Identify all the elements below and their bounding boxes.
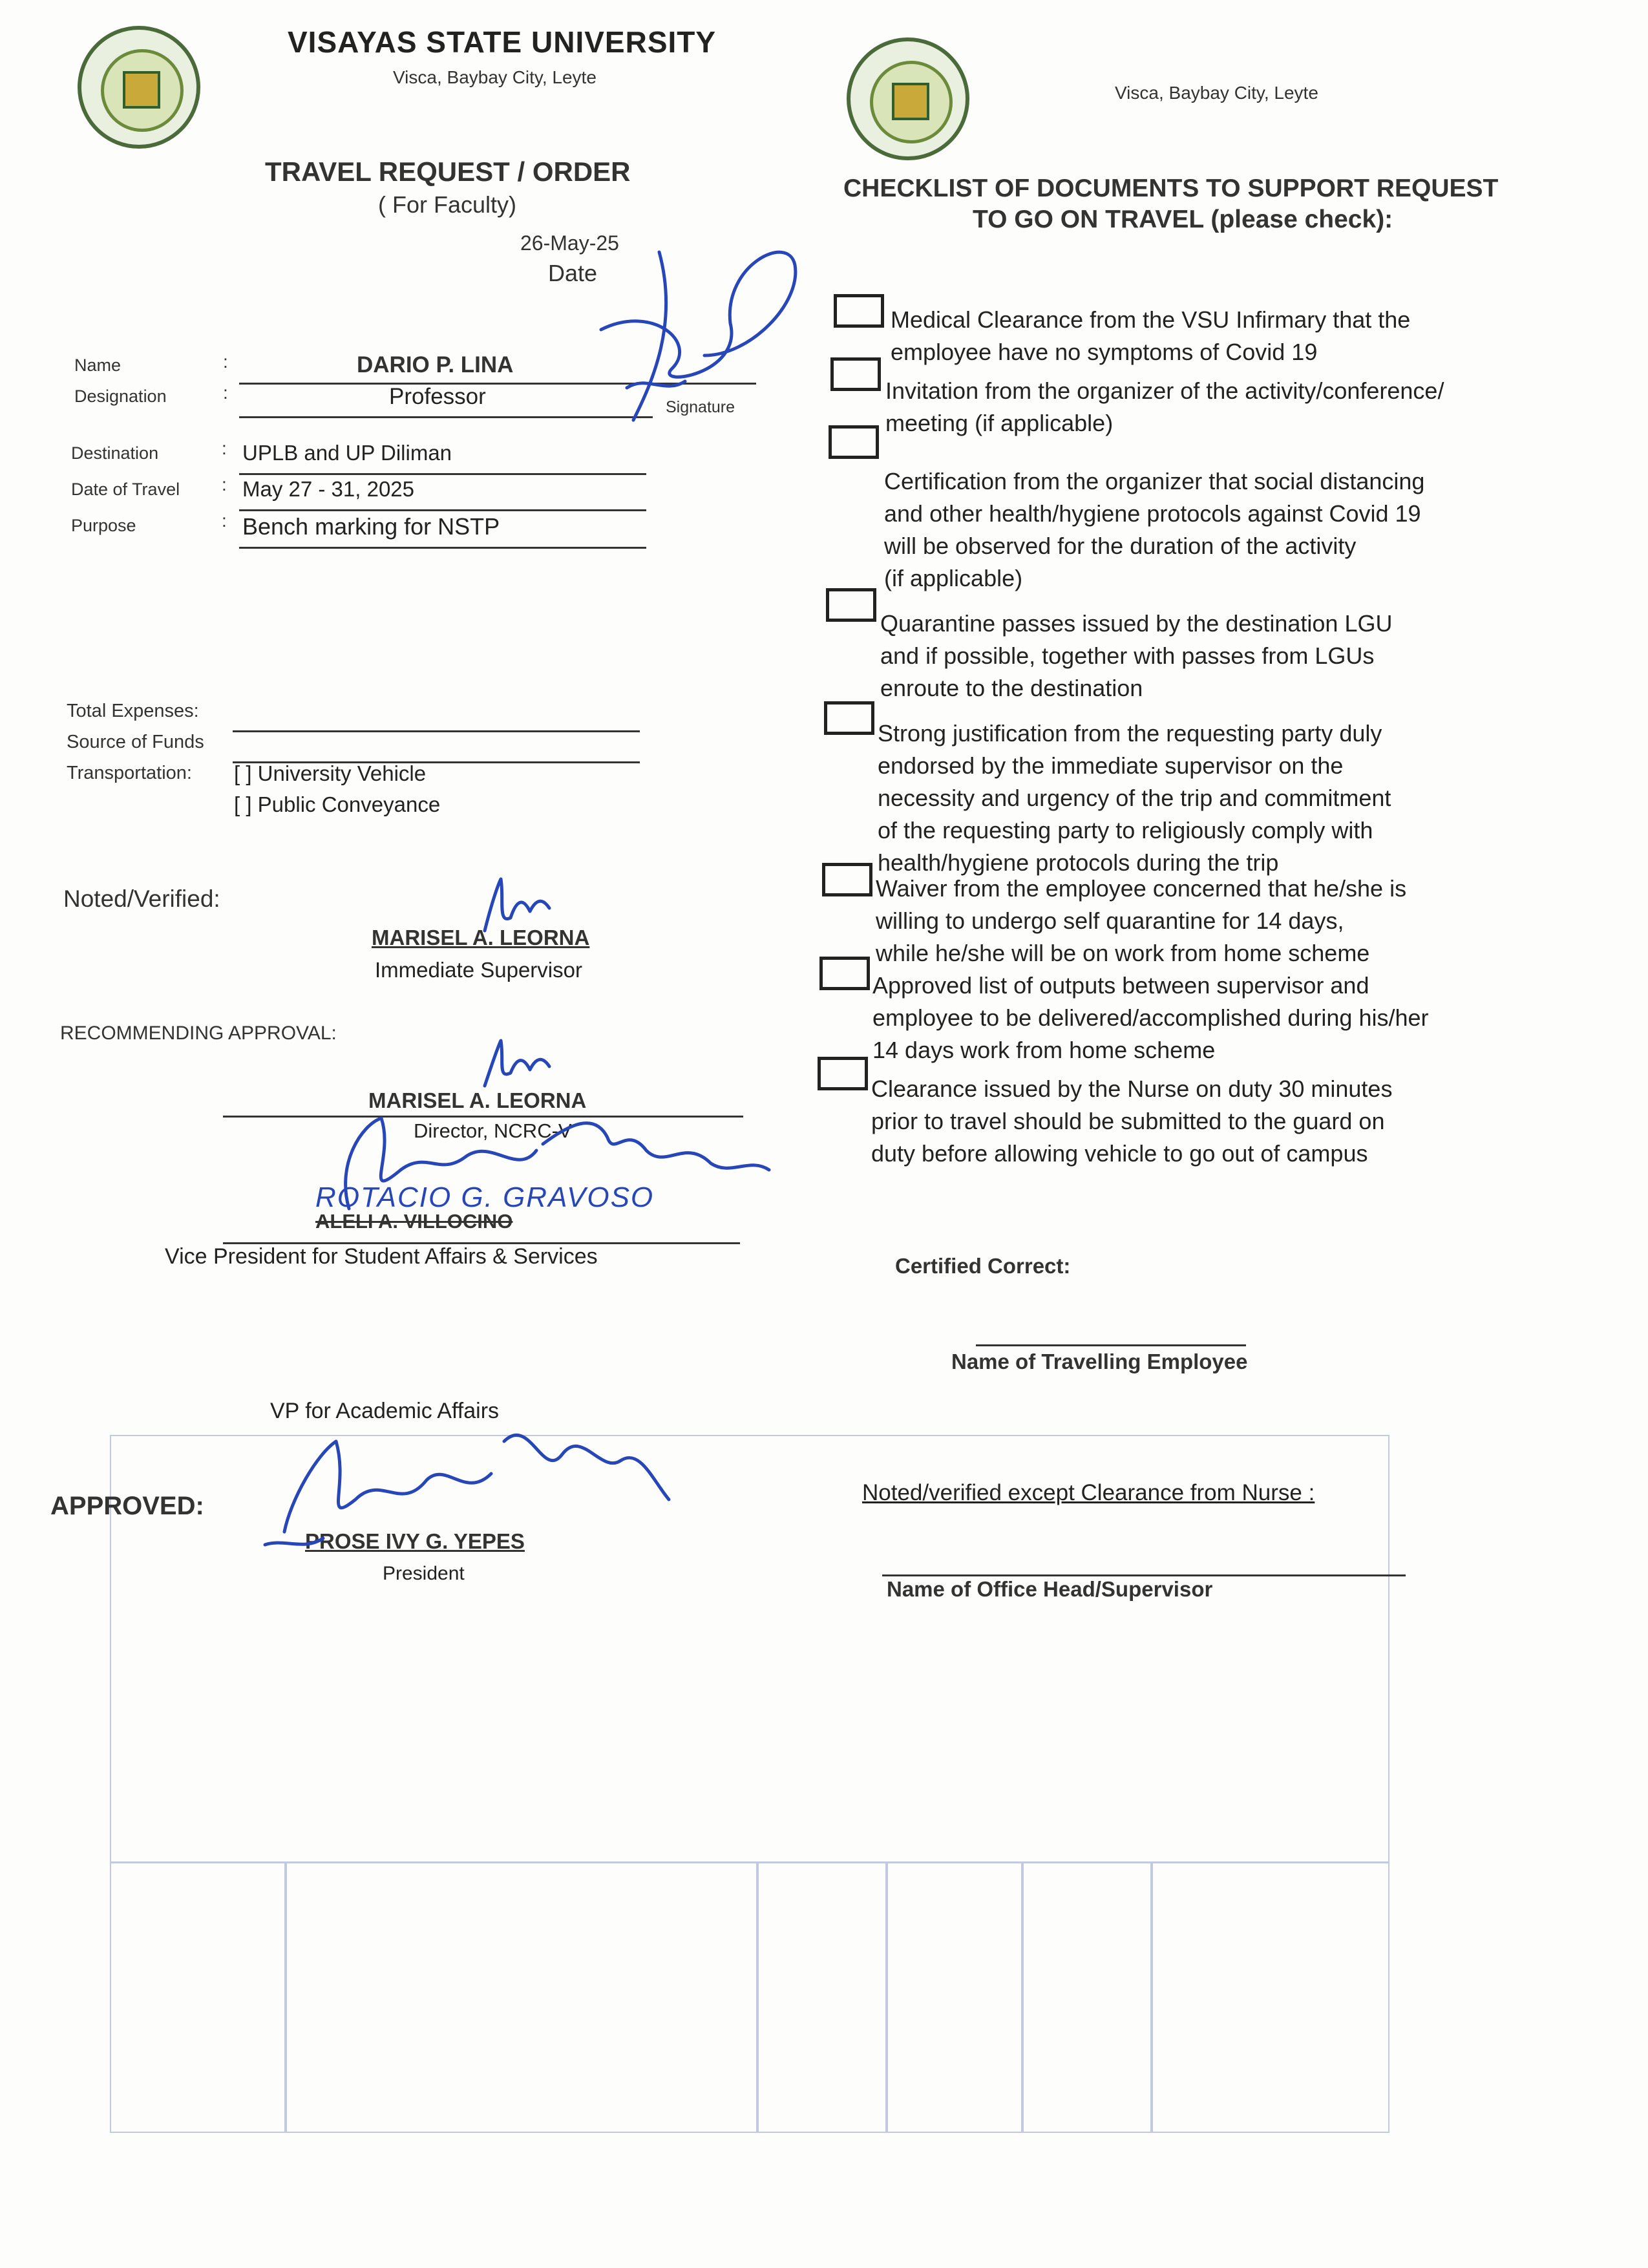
checklist-item — [878, 717, 1498, 879]
purpose-underline — [239, 547, 646, 549]
signature-label: Signature — [666, 398, 735, 416]
date-of-travel-underline — [239, 509, 646, 511]
checklist-checkbox[interactable] — [834, 294, 884, 328]
checklist-checkbox[interactable] — [822, 863, 872, 896]
university-vehicle-option: [ ] University Vehicle — [234, 761, 427, 785]
checklist-item-line: duty before allowing vehicle to go out of campus — [871, 1140, 1368, 1167]
office-head-line — [882, 1574, 1406, 1576]
traveler-signature — [575, 226, 821, 440]
checklist-item-line: Invitation from the organizer of the activity/conference/ — [885, 377, 1444, 404]
checklist-item-line: prior to travel should be submitted to the guard on — [871, 1108, 1385, 1134]
bleed-through-divider — [1021, 1861, 1024, 2133]
destination-value: UPLB and UP Diliman — [242, 441, 452, 465]
checklist-item-line: endorsed by the immediate supervisor on the — [878, 752, 1344, 779]
recommending-name-2: ALELI A. VILLOCINO — [315, 1210, 513, 1233]
total-expenses-label: Total Expenses: — [67, 701, 199, 721]
checklist-item-line: necessity and urgency of the trip and commitment — [878, 785, 1391, 811]
designation-value: Professor — [389, 384, 486, 409]
checklist-checkbox[interactable] — [829, 425, 879, 459]
checklist-item — [891, 304, 1511, 368]
checklist-item-line: will be observed for the duration of the activity — [884, 533, 1357, 559]
university-address-right: Visca, Baybay City, Leyte — [1115, 83, 1318, 103]
checklist-item-line: Certification from the organizer that social distancing — [884, 468, 1425, 494]
name-colon: : — [223, 352, 228, 372]
date-of-travel-colon: : — [222, 474, 227, 494]
destination-underline — [239, 473, 646, 475]
approved-label: APPROVED: — [50, 1492, 204, 1520]
vp-student-affairs-signature — [323, 1099, 776, 1228]
checklist-title-line-2: TO GO ON TRAVEL (please check): — [973, 206, 1393, 233]
recommending-initials — [472, 1034, 562, 1099]
checklist-item-line: employee have no symptoms of Covid 19 — [891, 339, 1318, 365]
bleed-through-table-rows — [110, 1861, 1389, 2133]
bleed-through-divider — [885, 1861, 888, 2133]
vp-academic-affairs-label: VP for Academic Affairs — [270, 1399, 500, 1423]
travelling-employee-label: Name of Travelling Employee — [951, 1350, 1248, 1373]
checklist-checkbox[interactable] — [819, 957, 870, 990]
travelling-employee-line — [976, 1344, 1246, 1346]
checklist-checkbox[interactable] — [830, 357, 881, 391]
bleed-through-divider — [1150, 1861, 1153, 2133]
noted-supervisor-initials — [472, 873, 562, 944]
recommending-role-2: Vice President for Student Affairs & Services — [165, 1244, 598, 1269]
checklist-item-line: Quarantine passes issued by the destination LGU — [880, 610, 1393, 637]
destination-colon: : — [222, 438, 227, 458]
president-signature — [259, 1403, 672, 1571]
university-seal-left — [78, 26, 200, 149]
checklist-item — [880, 608, 1501, 705]
date-of-travel-label: Date of Travel — [71, 480, 180, 499]
checklist-item-line: Clearance issued by the Nurse on duty 30 minutes — [871, 1076, 1393, 1102]
destination-label: Destination — [71, 443, 159, 463]
purpose-value: Bench marking for NSTP — [242, 513, 500, 540]
checklist-item — [871, 1073, 1492, 1170]
noted-supervisor-name: MARISEL A. LEORNA — [372, 926, 590, 949]
president-role: President — [383, 1563, 465, 1584]
designation-label: Designation — [74, 387, 167, 406]
public-conveyance-option: [ ] Public Conveyance — [234, 792, 441, 816]
checklist-item — [884, 465, 1505, 595]
total-expenses-line — [233, 730, 640, 732]
checklist-item-line: and other health/hygiene protocols against Covid 19 — [884, 500, 1421, 527]
purpose-label: Purpose — [71, 516, 136, 535]
recommending-approval-label: RECOMMENDING APPROVAL: — [60, 1023, 337, 1044]
checklist-item — [872, 970, 1493, 1066]
transportation-label: Transportation: — [67, 763, 192, 783]
source-of-funds-label: Source of Funds — [67, 732, 204, 752]
university-address-left: Visca, Baybay City, Leyte — [393, 67, 597, 87]
noted-except-label: Noted/verified except Clearance from Nurse : — [862, 1480, 1315, 1505]
name-value: DARIO P. LINA — [357, 352, 514, 377]
recommending-name-1: MARISEL A. LEORNA — [368, 1088, 587, 1112]
checklist-item-line: (if applicable) — [884, 565, 1023, 591]
office-head-label: Name of Office Head/Supervisor — [887, 1577, 1213, 1601]
checklist-item-line: meeting (if applicable) — [885, 410, 1114, 436]
request-date: 26-May-25 — [520, 231, 619, 255]
university-name: VISAYAS STATE UNIVERSITY — [288, 25, 717, 59]
purpose-colon: : — [222, 511, 227, 531]
checklist-item-line: enroute to the destination — [880, 675, 1143, 701]
checklist-item-line: of the requesting party to religiously comply with — [878, 817, 1373, 843]
bleed-through-divider — [284, 1861, 287, 2133]
checklist-checkbox[interactable] — [824, 701, 874, 735]
checklist-item-line: health/hygiene protocols during the trip — [878, 849, 1279, 876]
checklist-item-line: willing to undergo self quarantine for 14 days, — [876, 907, 1344, 934]
handwritten-name: ROTACIO G. GRAVOSO — [315, 1182, 655, 1213]
checklist-item — [885, 375, 1506, 440]
form-title: TRAVEL REQUEST / ORDER — [265, 156, 631, 187]
name-label: Name — [74, 355, 121, 375]
date-label: Date — [548, 260, 598, 286]
checklist-item-line: employee to be delivered/accomplished during his/her — [872, 1004, 1429, 1031]
checklist-item-line: and if possible, together with passes from LGUs — [880, 642, 1375, 669]
noted-supervisor-role: Immediate Supervisor — [375, 958, 582, 982]
noted-verified-label: Noted/Verified: — [63, 885, 220, 912]
checklist-title-line-1: CHECKLIST OF DOCUMENTS TO SUPPORT REQUEST — [843, 175, 1499, 202]
form-subtitle: ( For Faculty) — [378, 191, 517, 218]
checklist-item-line: 14 days work from home scheme — [872, 1037, 1216, 1063]
checklist-item-line: Strong justification from the requesting party duly — [878, 720, 1382, 747]
checklist-checkbox[interactable] — [818, 1057, 868, 1090]
certified-correct-label: Certified Correct: — [895, 1254, 1071, 1278]
checklist-item — [876, 873, 1496, 970]
checklist-item-line: Medical Clearance from the VSU Infirmary that the — [891, 306, 1411, 333]
university-seal-right — [847, 37, 969, 160]
president-name: PROSE IVY G. YEPES — [305, 1529, 525, 1553]
designation-colon: : — [223, 383, 228, 403]
date-of-travel-value: May 27 - 31, 2025 — [242, 477, 414, 501]
bleed-through-divider — [756, 1861, 759, 2133]
checklist-item-line: Approved list of outputs between supervisor and — [872, 972, 1369, 999]
checklist-item-line: Waiver from the employee concerned that he/she is — [876, 875, 1407, 902]
recommending-role-1: Director, NCRC-V — [414, 1119, 572, 1142]
checklist-item-line: while he/she will be on work from home scheme — [876, 940, 1370, 966]
checklist-checkbox[interactable] — [826, 588, 876, 622]
